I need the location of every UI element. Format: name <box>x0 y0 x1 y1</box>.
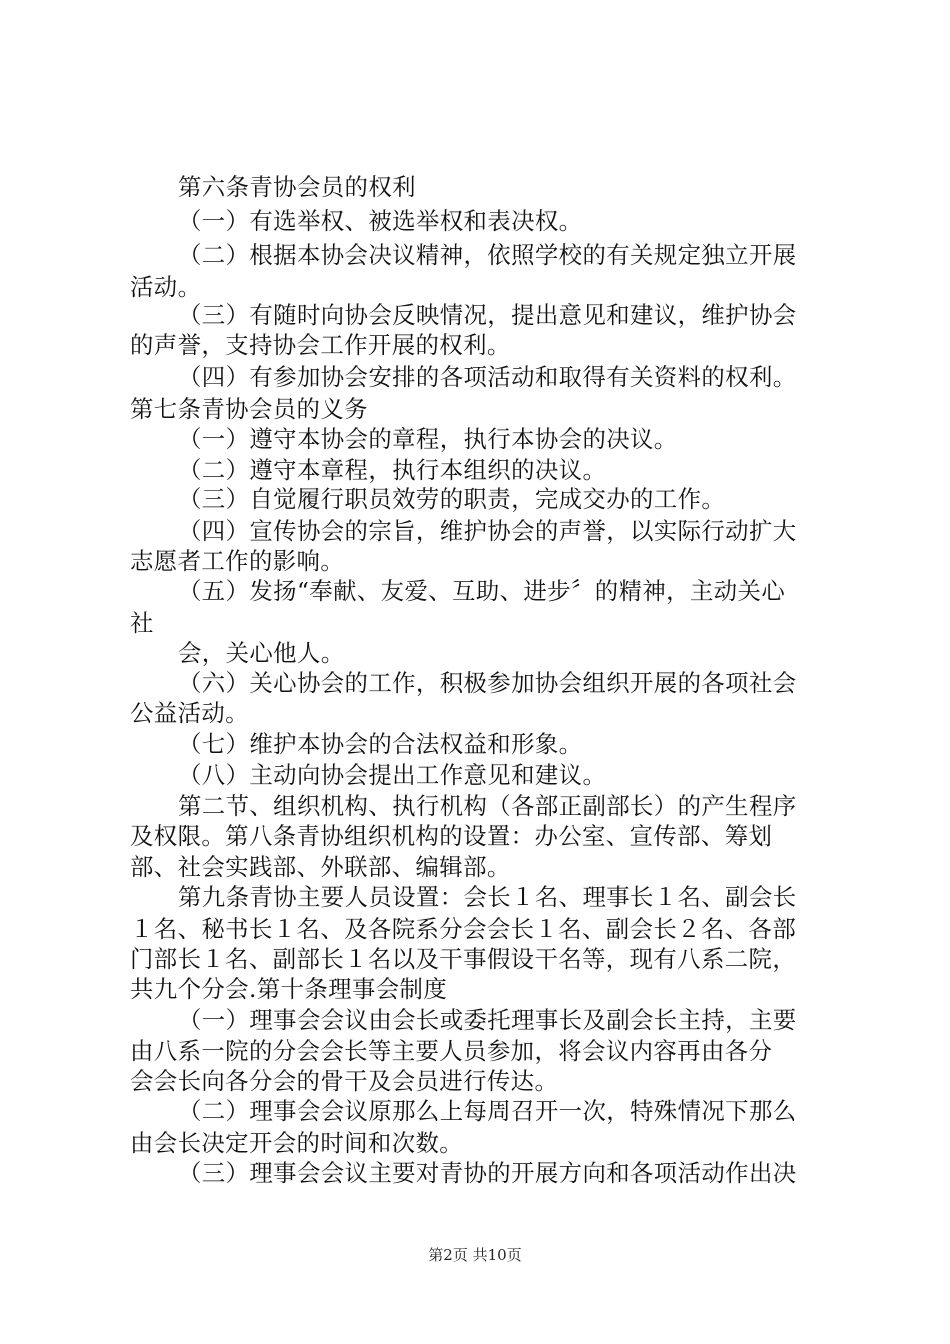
text-line: １名、秘书长１名、及各院系分会会长１名、副会长２名、各部 <box>130 915 797 943</box>
page-number-footer: 第2页 共10页 <box>428 1246 522 1264</box>
text-line: （八）主动向协会提出工作意见和建议。 <box>178 761 607 789</box>
text-line: 及权限。第八条青协组织机构的设置：办公室、宣传部、筹划 <box>130 822 773 850</box>
text-line: 第二节、组织机构、执行机构（各部正副部长）的产生程序 <box>178 792 797 820</box>
text-line: （七）维护本协会的合法权益和形象。 <box>178 730 583 758</box>
text-line: （四）宣传协会的宗旨，维护协会的声誉，以实际行动扩大 <box>178 517 797 545</box>
text-line: 共九个分会.第十条理事会制度 <box>130 975 448 1003</box>
text-line: （一）有选举权、被选举权和表决权。 <box>178 207 583 235</box>
text-line: （三）自觉履行职员效劳的职责，完成交办的工作。 <box>178 485 726 513</box>
text-line: （一）遵守本协会的章程，执行本协会的决议。 <box>178 425 678 453</box>
text-line: 第六条青协会员的权利 <box>178 173 416 201</box>
text-line: 部、社会实践部、外联部、编辑部。 <box>130 853 511 881</box>
text-line: （四）有参加协会安排的各项活动和取得有关资料的权利。 <box>178 363 797 391</box>
text-line: （二）理事会会议原那么上每周召开一次，特殊情况下那么 <box>178 1097 797 1125</box>
text-line: （三）理事会会议主要对青协的开展方向和各项活动作出决 <box>178 1159 797 1187</box>
text-line: 会，关心他人。 <box>178 639 345 667</box>
text-line: （五）发扬“奉献、友爱、互助、进步〞的精神，主动关心 <box>178 577 786 605</box>
text-line: （一）理事会会议由会长或委托理事长及副会长主持，主要 <box>178 1006 797 1034</box>
text-line: 的声誉，支持协会工作开展的权利。 <box>130 331 511 359</box>
text-line: 志愿者工作的影响。 <box>130 547 345 575</box>
text-line: （二）遵守本章程，执行本组织的决议。 <box>178 456 607 484</box>
text-line: （六）关心协会的工作，积极参加协会组织开展的各项社会 <box>178 669 797 697</box>
text-line: （二）根据本协会决议精神，依照学校的有关规定独立开展 <box>178 241 797 269</box>
text-line: 会会长向各分会的骨干及会员进行传达。 <box>130 1067 559 1095</box>
text-line: 第九条青协主要人员设置：会长１名、理事长１名、副会长 <box>178 883 797 911</box>
text-line: 活动。 <box>130 273 202 301</box>
text-line: 由会长决定开会的时间和次数。 <box>130 1129 464 1157</box>
text-line: 由八系一院的分会会长等主要人员参加，将会议内容再由各分 <box>130 1037 773 1065</box>
text-line: 公益活动。 <box>130 699 249 727</box>
text-line: （三）有随时向协会反映情况，提出意见和建议，维护协会 <box>178 301 797 329</box>
text-line: 社 <box>130 609 154 637</box>
text-line: 门部长１名、副部长１名以及干事假设干名等，现有八系二院， <box>130 945 797 973</box>
text-line: 第七条青协会员的义务 <box>130 395 368 423</box>
